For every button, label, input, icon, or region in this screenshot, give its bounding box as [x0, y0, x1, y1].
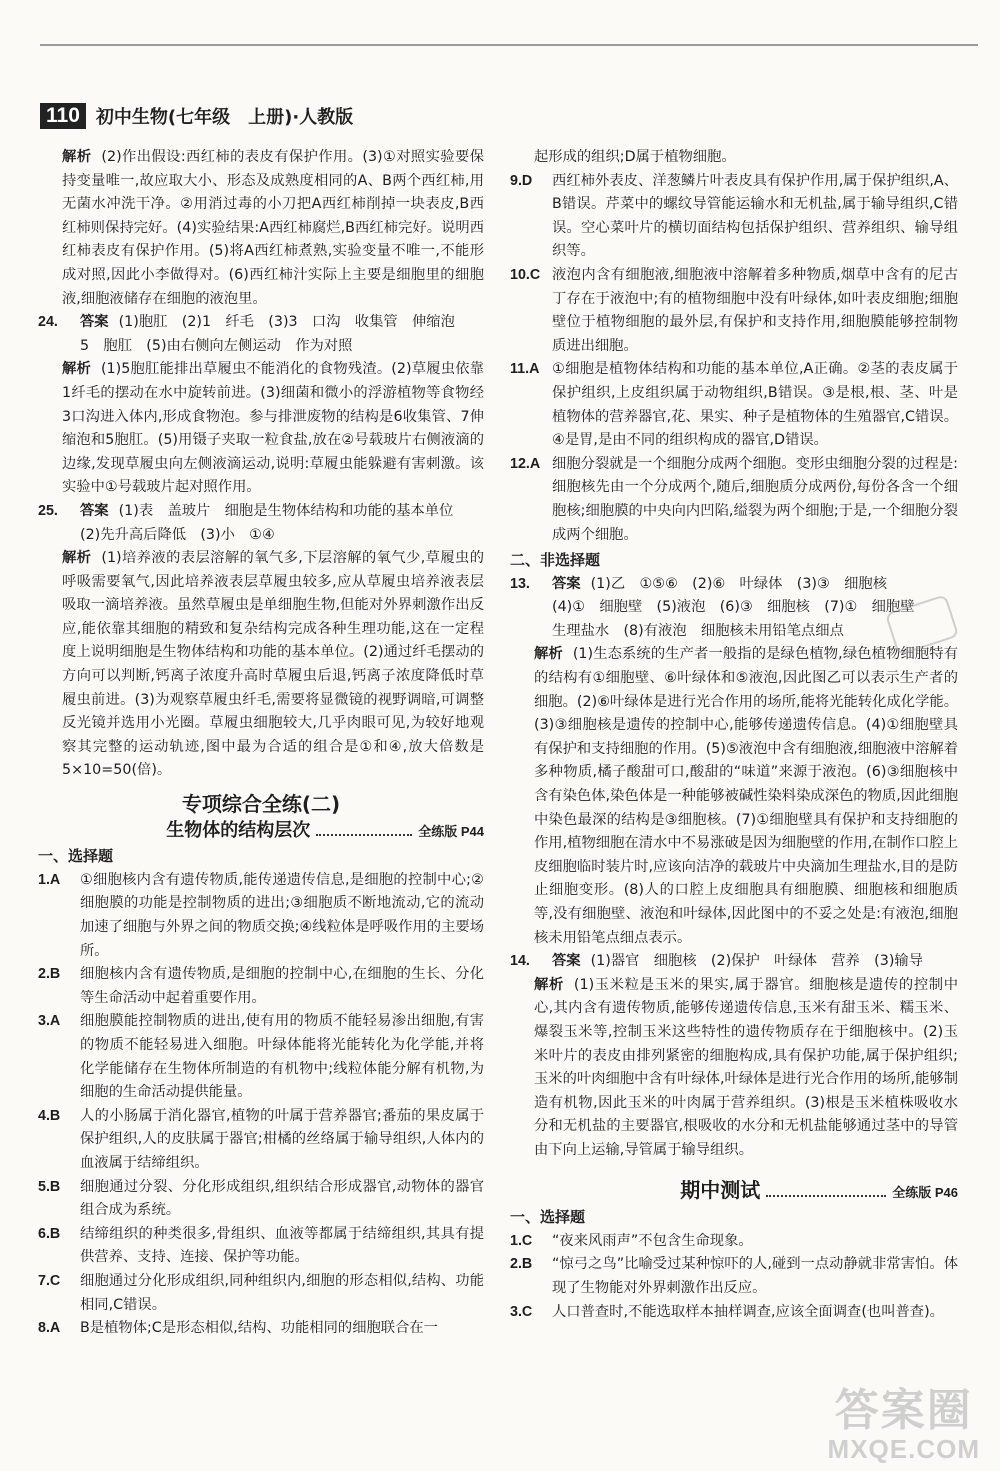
nonchoice-heading: 二、非选择题 — [510, 551, 601, 570]
answer-text: (4)① 细胞壁 (5)液泡 (6)③ 细胞核 (7)① 细胞壁 — [552, 599, 915, 616]
midterm-page-ref: 全练版 P46 — [892, 1184, 958, 1200]
analysis-label: 解析 — [534, 976, 564, 993]
answer-label: 答案 — [80, 314, 109, 331]
watermark-logo: 答案圈 — [834, 1386, 973, 1435]
list-item — [38, 1176, 484, 1223]
answer-text: 生理盐水 (8)有液泡 细胞核未用铅笔点细点 — [552, 622, 844, 639]
q13-analysis — [510, 643, 958, 950]
question-number: 7.C — [38, 1272, 61, 1289]
item-text: 细胞膜能控制物质的进出,使有用的物质不能轻易渗出细胞,有害的物质不能轻易进入细胞。叶绿体能将光能转化为化学能,并将化学能储存在生物体所制造的有机物中;线粒体能分解有机物,为细胞的生命活动提供能量。 — [80, 1013, 484, 1101]
list-item — [510, 1230, 958, 1254]
q24-answer — [38, 311, 484, 358]
list-item — [510, 1253, 958, 1300]
midterm-title: 期中测试 — [680, 1177, 761, 1202]
question-number: 6.B — [38, 1225, 61, 1242]
right-choice-list — [510, 170, 958, 548]
q8-continuation: 起形成的组织;D属于植物细胞。 — [534, 149, 736, 165]
list-item — [38, 963, 484, 1010]
section-title: 专项综合全练(二) — [181, 792, 341, 817]
list-item — [510, 358, 958, 452]
list-item — [510, 453, 958, 547]
midterm-heading: 一、选择题 — [510, 1208, 586, 1227]
q24-analysis — [38, 358, 484, 500]
list-item — [510, 170, 958, 264]
analysis-label: 解析 — [534, 646, 563, 663]
question-number: 9.D — [510, 172, 533, 189]
question-number: 2.B — [38, 966, 61, 983]
analysis-text: (1)培养液的表层溶解的氧气多,下层溶解的氧气少,草履虫的呼吸需要氧气,因此培养液表层草履虫较多,应从草履虫培养液表层吸取一滴培养液。虽然草履虫是单细胞生物,但能对外界刺激作出反应,能依靠其细胞的精致和复杂结构完成各种生理功能,这在一定程度上说明细胞是生物体结构和功能的基本单位。(2)通过纤毛摆动的方向可以判断,钙离子浓度升高时草履虫后退,钙离子浓度降低时草履虫前进。(3)为观察草履虫纤毛,需要将显微镜的视野调暗,可调整反光镜并选用小光圈。草履虫细胞较大,几乎肉眼可见,为较好地观察其完整的运动轨迹,图中最为合适的组合是①和④,放大倍数是5×10=50(倍)。 — [62, 550, 484, 779]
question-number: 13. — [510, 575, 530, 592]
left-column — [38, 146, 484, 1341]
question-number: 11.A — [510, 361, 540, 378]
answer-text: (1)胞肛 (2)1 纤毛 (3)3 口沟 收集管 伸缩泡 — [118, 314, 455, 331]
watermark — [828, 1387, 980, 1463]
list-item — [38, 1317, 484, 1341]
analysis-text: (1)玉米粒是玉米的果实,属于器官。细胞核是遗传的控制中心,其内含有遗传物质,能够传递遗传信息,玉米有甜玉米、糯玉米、爆裂玉米等,控制玉米这些特性的遗传物质存在于细胞核中。(2)玉米叶片的表皮由排列紧密的细胞构成,具有保护功能,属于保护组织;玉米的叶肉细胞中含有叶绿体,叶绿体是进行光合作用的场所,能够制造有机物,因此玉米的叶肉属于营养组织。(3)根是玉米植株吸收水分和无机盐的主要器官,根吸收的水分和无机盐能够通过茎中的导管由下向上运输,导管属于输导组织。 — [534, 976, 958, 1158]
list-item — [510, 1301, 958, 1325]
analysis-text: (1)生态系统的生产者一般指的是绿色植物,绿色植物细胞特有的结构有①细胞壁、⑥叶绿体和⑤液泡,因此图乙可以表示生产者的细胞。(2)⑥叶绿体是进行光合作用的场所,能将光能转化成化学能。(3)③细胞核是遗传的控制中心,能够传递遗传信息。(4)①细胞壁具有保护和支持细胞的作用。(5)⑤液泡中含有细胞液,细胞液中溶解着多种物质,橘子酸甜可口,酸甜的“味道”来源于液泡。(6)③细胞核中含有染色体,染色体是一种能够被碱性染料染成深色的物质,因此细胞中染色最深的结构是③细胞核。(7)①细胞壁具有保护和支持细胞的作用,植物细胞在清水中不易涨破是因为细胞壁的作用,在制作口腔上皮细胞临时装片时,应该向洁净的载玻片中央滴加生理盐水,目的是防止细胞变形。(8)人的口腔上皮细胞具有细胞膜、细胞核和细胞质等,没有细胞壁、液泡和叶绿体,因此图中的不妥之处是:有液泡,细胞核未用铅笔点细点表示。 — [534, 646, 959, 946]
list-item — [38, 1223, 484, 1270]
question-number: 3.A — [38, 1013, 61, 1030]
q25-analysis — [38, 547, 484, 783]
answer-text: (1)表 盖玻片 细胞是生物体结构和功能的基本单位 — [118, 502, 454, 519]
page-number: 110 — [40, 103, 86, 129]
item-text: 细胞通过分化形成组织,同种组织内,细胞的形态相似,结构、功能相同,C错误。 — [80, 1272, 484, 1313]
list-item — [38, 1105, 484, 1176]
list-item — [38, 1270, 484, 1317]
leader-dots — [316, 834, 412, 836]
answer-text: 5 胞肛 (5)由右侧向左侧运动 作为对照 — [80, 337, 353, 354]
answer-label: 答案 — [552, 575, 581, 592]
item-text: B是植物体;C是形态相似,结构、功能相同的细胞联合在一 — [80, 1320, 438, 1337]
question-number: 14. — [510, 953, 530, 970]
midterm-title-row — [510, 1179, 958, 1205]
answer-label: 答案 — [552, 953, 581, 970]
watermark-url: MXQE.COM — [827, 1434, 980, 1464]
question-number: 1.A — [38, 871, 61, 888]
section-page-ref: 全练版 P44 — [418, 823, 484, 839]
midterm-choice-list — [510, 1230, 958, 1324]
question-number: 3.C — [510, 1303, 533, 1320]
item-text: ①细胞核内含有遗传物质,能传递遗传信息,是细胞的控制中心;②细胞膜的功能是控制物质的进出;③细胞质不断地流动,它的流动加速了细胞与外界之间的物质交换;④线粒体是呼吸作用的主要场所。 — [80, 871, 484, 959]
leader-dots — [766, 1195, 886, 1197]
question-number: 8.A — [38, 1320, 61, 1337]
q25-answer — [38, 500, 484, 547]
analysis-label: 解析 — [62, 149, 92, 165]
list-item — [38, 1010, 484, 1104]
item-text: 人的小肠属于消化器官,植物的叶属于营养器官;番茄的果皮属于保护组织,人的皮肤属于器官;柑橘的丝络属于输导组织,人体内的血液属于结缔组织。 — [80, 1107, 484, 1171]
section-subtitle: 生物体的结构层次 — [166, 819, 311, 841]
analysis-text: (1)5胞肛能排出草履虫不能消化的食物残渣。(2)草履虫依靠1纤毛的摆动在水中旋转前进。(3)细菌和微小的浮游植物等食物经3口沟进入体内,形成食物泡。参与排泄废物的结构是6收集管、7伸缩泡和5胞肛。(5)用镊子夹取一粒食盐,放在②号载玻片右侧液滴的边缘,发现草履虫向左侧液滴运动,说明:草履虫能躲避有害刺激。该实验中①号载玻片起对照作用。 — [62, 361, 484, 496]
page-header — [40, 100, 353, 132]
item-text: 细胞核内含有遗传物质,是细胞的控制中心,在细胞的生长、分化等生命活动中起着重要作用。 — [80, 966, 484, 1006]
answer-text: (1)器官 细胞核 (2)保护 叶绿体 营养 (3)输导 — [590, 953, 923, 970]
right-column — [510, 146, 958, 1324]
section-subtitle-row — [38, 819, 484, 844]
question-number: 1.C — [510, 1232, 533, 1249]
item-text: ①细胞是植物体结构和功能的基本单位,A正确。②茎的表皮属于保护组织,上皮组织属于动物组织,B错误。③是根,根、茎、叶是植物体的营养器官,花、果实、种子是植物体的生殖器官,C错误。④是胃,是由不同的组织构成的器官,D错误。 — [552, 361, 958, 449]
q23-analysis — [38, 146, 484, 311]
analysis-label: 解析 — [62, 550, 92, 567]
section-heading: 一、选择题 — [38, 847, 114, 866]
item-text: 西红柿外表皮、洋葱鳞片叶表皮具有保护作用,属于保护组织,A、B错误。芹菜中的螺纹导管能运输水和无机盐,属于输导组织,C错误。空心菜叶片的横切面结构包括保护组织、营养组织、输导组织等。 — [552, 172, 958, 260]
item-text: 结缔组织的种类很多,骨组织、血液等都属于结缔组织,其具有提供营养、支持、连接、保护等功能。 — [80, 1225, 484, 1266]
top-rule — [40, 44, 978, 46]
item-text: 细胞通过分裂、分化形成组织,组织结合形成器官,动物体的器官组合成为系统。 — [80, 1178, 484, 1219]
analysis-text: (2)作出假设:西红柿的表皮有保护作用。(3)①对照实验要保持变量唯一,故应取大小、形态及成熟度相同的A、B两个西红柿,用无菌水冲洗干净。②用消过毒的小刀把A西红柿削掉一块表皮,B西红柿则保持完好。(4)实验结果:A西红柿腐烂,B西红柿完好。说明西红柿表皮有保护作用。(5)将A西红柿煮熟,实验变量不唯一,不能形成对照,因此小李做得对。(6)西红柿汁实际上主要是细胞里的细胞液,细胞液储存在细胞的液泡里。 — [62, 149, 484, 307]
question-number: 5.B — [38, 1178, 61, 1195]
item-text: 人口普查时,不能选取样本抽样调查,应该全面调查(也叫普查)。 — [552, 1303, 944, 1320]
q14-answer — [510, 950, 958, 974]
answer-text: (2)先升高后降低 (3)小 ①④ — [80, 526, 275, 543]
answer-label: 答案 — [80, 502, 109, 519]
question-number: 4.B — [38, 1107, 61, 1124]
item-text: 细胞分裂就是一个细胞分成两个细胞。变形虫细胞分裂的过程是:细胞核先由一个分成两个,随后,细胞质分成两份,每份各含一个细胞核;细胞膜的中央向内凹陷,缢裂为两个细胞;于是,一个细胞分裂成两个细胞。 — [552, 455, 958, 543]
book-title: 初中生物(七年级 上册)·人教版 — [95, 107, 354, 128]
q14-analysis — [510, 974, 958, 1163]
item-text: “惊弓之鸟”比喻受过某种惊吓的人,碰到一点动静就非常害怕。体现了生物能对外界刺激作出反应。 — [552, 1256, 958, 1296]
question-number: 24. — [38, 314, 58, 331]
left-choice-list — [38, 869, 484, 1341]
list-item — [38, 869, 484, 963]
item-text: “夜来风雨声”不包含生命现象。 — [552, 1232, 753, 1249]
question-number: 12.A — [510, 455, 541, 472]
question-number: 2.B — [510, 1256, 533, 1273]
answer-text: (1)乙 ①⑤⑥ (2)⑥ 叶绿体 (3)③ 细胞核 — [590, 575, 887, 592]
list-item — [510, 264, 958, 358]
question-number: 25. — [38, 502, 58, 519]
analysis-label: 解析 — [62, 361, 91, 378]
question-number: 10.C — [510, 266, 541, 283]
item-text: 液泡内含有细胞液,细胞液中溶解着多种物质,烟草中含有的尼古丁存在于液泡中;有的植物细胞中没有叶绿体,如叶表皮细胞;细胞壁位于植物细胞的最外层,有保护和支持作用,细胞膜能够控制物质进出细胞。 — [552, 266, 958, 354]
